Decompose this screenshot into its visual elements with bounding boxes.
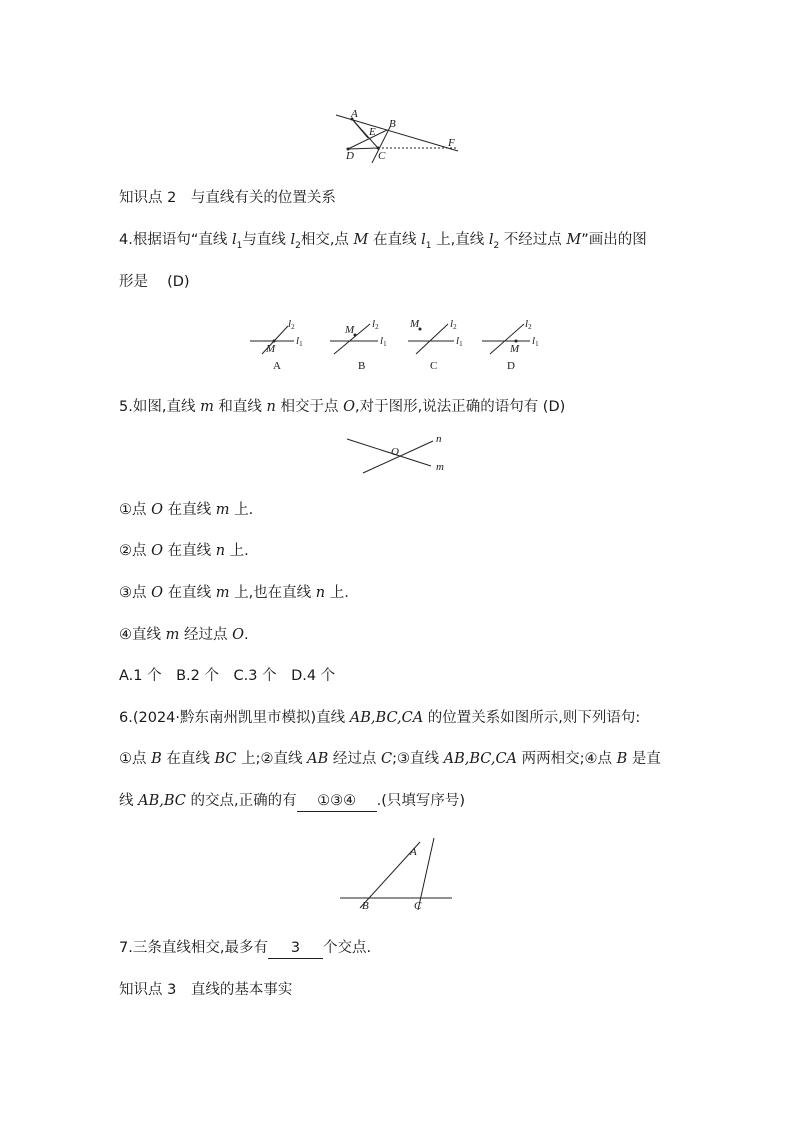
label-c: C xyxy=(414,900,422,912)
q5-text: 和直线 xyxy=(213,399,267,415)
option-c-figure xyxy=(408,318,463,372)
option-b-label-l2: l2 xyxy=(372,318,379,331)
option-b-label-l1: l1 xyxy=(380,335,387,348)
q6-text: 线 xyxy=(119,793,139,809)
s-var: m xyxy=(215,585,230,601)
question-6-line-2 xyxy=(119,749,661,769)
s-text: 在直线 xyxy=(163,585,216,601)
q4-text: 4.根据语句“直线 xyxy=(119,232,232,248)
q4-var-l1: l xyxy=(231,232,237,248)
knowledge-point-3-heading: 知识点 3 直线的基本事实 xyxy=(119,982,293,998)
question-5-diagram xyxy=(345,433,455,475)
q4-sub: 2 xyxy=(295,240,301,251)
q6-var: AB,BC,CA xyxy=(443,751,518,767)
segment-d-b xyxy=(348,130,387,149)
q6-var: C xyxy=(380,751,393,767)
s-text: 上. xyxy=(325,585,349,601)
question-6-answer-blank[interactable]: ①③④ xyxy=(297,791,377,812)
s-text: 在直线 xyxy=(163,502,216,518)
q4-var-l2: l xyxy=(290,232,296,248)
option-d-label-l1: l1 xyxy=(532,335,539,348)
q5-var: O xyxy=(343,399,355,415)
question-6-line-1 xyxy=(119,708,640,728)
q6-var: AB,BC,CA xyxy=(349,710,424,726)
q6-text: .(只填写序号) xyxy=(376,793,466,809)
question-7-answer-blank[interactable]: 3 xyxy=(268,938,323,959)
s-text: 上,也在直线 xyxy=(229,585,316,601)
q5-text: 相交于点 xyxy=(275,399,344,415)
q6-var: AB,BC xyxy=(138,793,186,809)
q5-text: 5.如图,直线 xyxy=(119,399,201,415)
q4-var-l2: l xyxy=(488,232,494,248)
q6-text: 上;②直线 xyxy=(236,751,308,767)
q5-text: ,对于图形,说法正确的语句有 (D) xyxy=(354,399,566,415)
q4-sub: 1 xyxy=(236,240,243,251)
option-a-label-m: M xyxy=(266,343,276,355)
statement-3 xyxy=(119,583,349,603)
option-d-label-m: M xyxy=(510,343,520,355)
figure-1-diagram xyxy=(330,105,470,165)
question-4-options xyxy=(248,316,548,374)
q4-text: 相交,点 xyxy=(300,232,354,248)
segment-d-c xyxy=(348,148,378,149)
q4-var-m: M xyxy=(566,232,582,248)
q7-text: 7.三条直线相交,最多有 xyxy=(119,940,268,956)
option-c-letter: C xyxy=(430,360,438,372)
s-var: n xyxy=(315,585,326,601)
s-var: O xyxy=(151,502,163,518)
s-var: O xyxy=(151,543,163,559)
label-m: m xyxy=(436,461,444,473)
label-f: F xyxy=(448,137,455,149)
s-var: m xyxy=(165,627,180,643)
q4-sub: 1 xyxy=(425,240,432,251)
option-a-label-l2: l2 xyxy=(288,318,295,331)
s-text: 上. xyxy=(229,502,254,518)
q4-var-m: M xyxy=(353,232,369,248)
option-a-figure xyxy=(250,318,303,372)
q4-text: ”画出的图 xyxy=(581,232,647,248)
q4-sub: 2 xyxy=(493,240,500,251)
question-6-line-3 xyxy=(119,791,465,812)
q5-var: n xyxy=(266,399,276,415)
q4-text: 在直线 xyxy=(368,232,422,248)
label-e: E xyxy=(369,126,376,138)
s-text: ②点 xyxy=(119,543,152,559)
s-text: ①点 xyxy=(119,502,152,518)
s-text: 在直线 xyxy=(163,543,216,559)
option-b-letter: B xyxy=(358,360,366,372)
option-d-label-l2: l2 xyxy=(525,318,532,331)
statement-2 xyxy=(119,541,249,561)
line-m xyxy=(347,439,431,466)
q4-text: 不经过点 xyxy=(499,232,567,248)
q6-text: 的交点,正确的有 xyxy=(185,793,297,809)
question-5-choices: A.1 个 B.2 个 C.3 个 D.4 个 xyxy=(119,668,336,684)
q4-var-l1: l xyxy=(421,232,426,248)
label-a: A xyxy=(410,846,417,858)
q6-text: 在直线 xyxy=(161,751,215,767)
option-c-label-l2: l2 xyxy=(450,318,457,331)
question-7 xyxy=(119,938,371,959)
s-var: O xyxy=(232,627,244,643)
q6-text: 是直 xyxy=(627,751,661,767)
q4-text: 上,直线 xyxy=(431,232,489,248)
label-d: D xyxy=(346,150,354,162)
label-b: B xyxy=(389,118,396,130)
option-b-label-m: M xyxy=(345,324,355,336)
option-a-letter: A xyxy=(273,360,281,372)
option-b-figure xyxy=(330,318,387,372)
s-text: 经过点 xyxy=(179,627,233,643)
label-c: C xyxy=(378,150,386,162)
knowledge-point-2-heading: 知识点 2 与直线有关的位置关系 xyxy=(119,190,336,206)
q7-text: 个交点. xyxy=(322,940,372,956)
q6-text: 的位置关系如图所示,则下列语句: xyxy=(423,710,641,726)
option-c-label-m: M xyxy=(410,318,420,330)
question-5-stem xyxy=(119,397,565,417)
label-n: n xyxy=(436,433,442,445)
s-text: . xyxy=(243,627,249,643)
label-b: B xyxy=(362,900,369,912)
option-a-label-l1: l1 xyxy=(296,335,303,348)
q6-var: BC xyxy=(214,751,237,767)
q6-text: 6.(2024·黔东南州凯里市模拟)直线 xyxy=(119,710,350,726)
question-6-diagram xyxy=(338,836,458,914)
option-d-letter: D xyxy=(507,360,515,372)
q6-var: AB xyxy=(307,751,329,767)
q6-var: B xyxy=(616,751,628,767)
q6-var: B xyxy=(151,751,162,767)
label-a: A xyxy=(351,108,358,120)
statement-1 xyxy=(119,500,253,520)
label-o: O xyxy=(391,446,399,458)
s-var: O xyxy=(151,585,163,601)
question-4-line-1 xyxy=(119,230,647,256)
s-text: 上. xyxy=(225,543,249,559)
s-var: n xyxy=(215,543,226,559)
option-c-label-l1: l1 xyxy=(456,335,463,348)
q4-text: 与直线 xyxy=(242,232,291,248)
q6-text: ;③直线 xyxy=(392,751,444,767)
statement-4 xyxy=(119,625,249,645)
q6-text: 经过点 xyxy=(328,751,381,767)
q5-var: m xyxy=(200,399,214,415)
q6-text: ①点 xyxy=(119,751,152,767)
s-text: ④直线 xyxy=(119,627,166,643)
q6-text: 两两相交;④点 xyxy=(517,751,617,767)
s-text: ③点 xyxy=(119,585,152,601)
s-var: m xyxy=(215,502,230,518)
option-d-figure xyxy=(482,318,539,372)
question-4-line-2: 形是 (D) xyxy=(119,274,190,290)
